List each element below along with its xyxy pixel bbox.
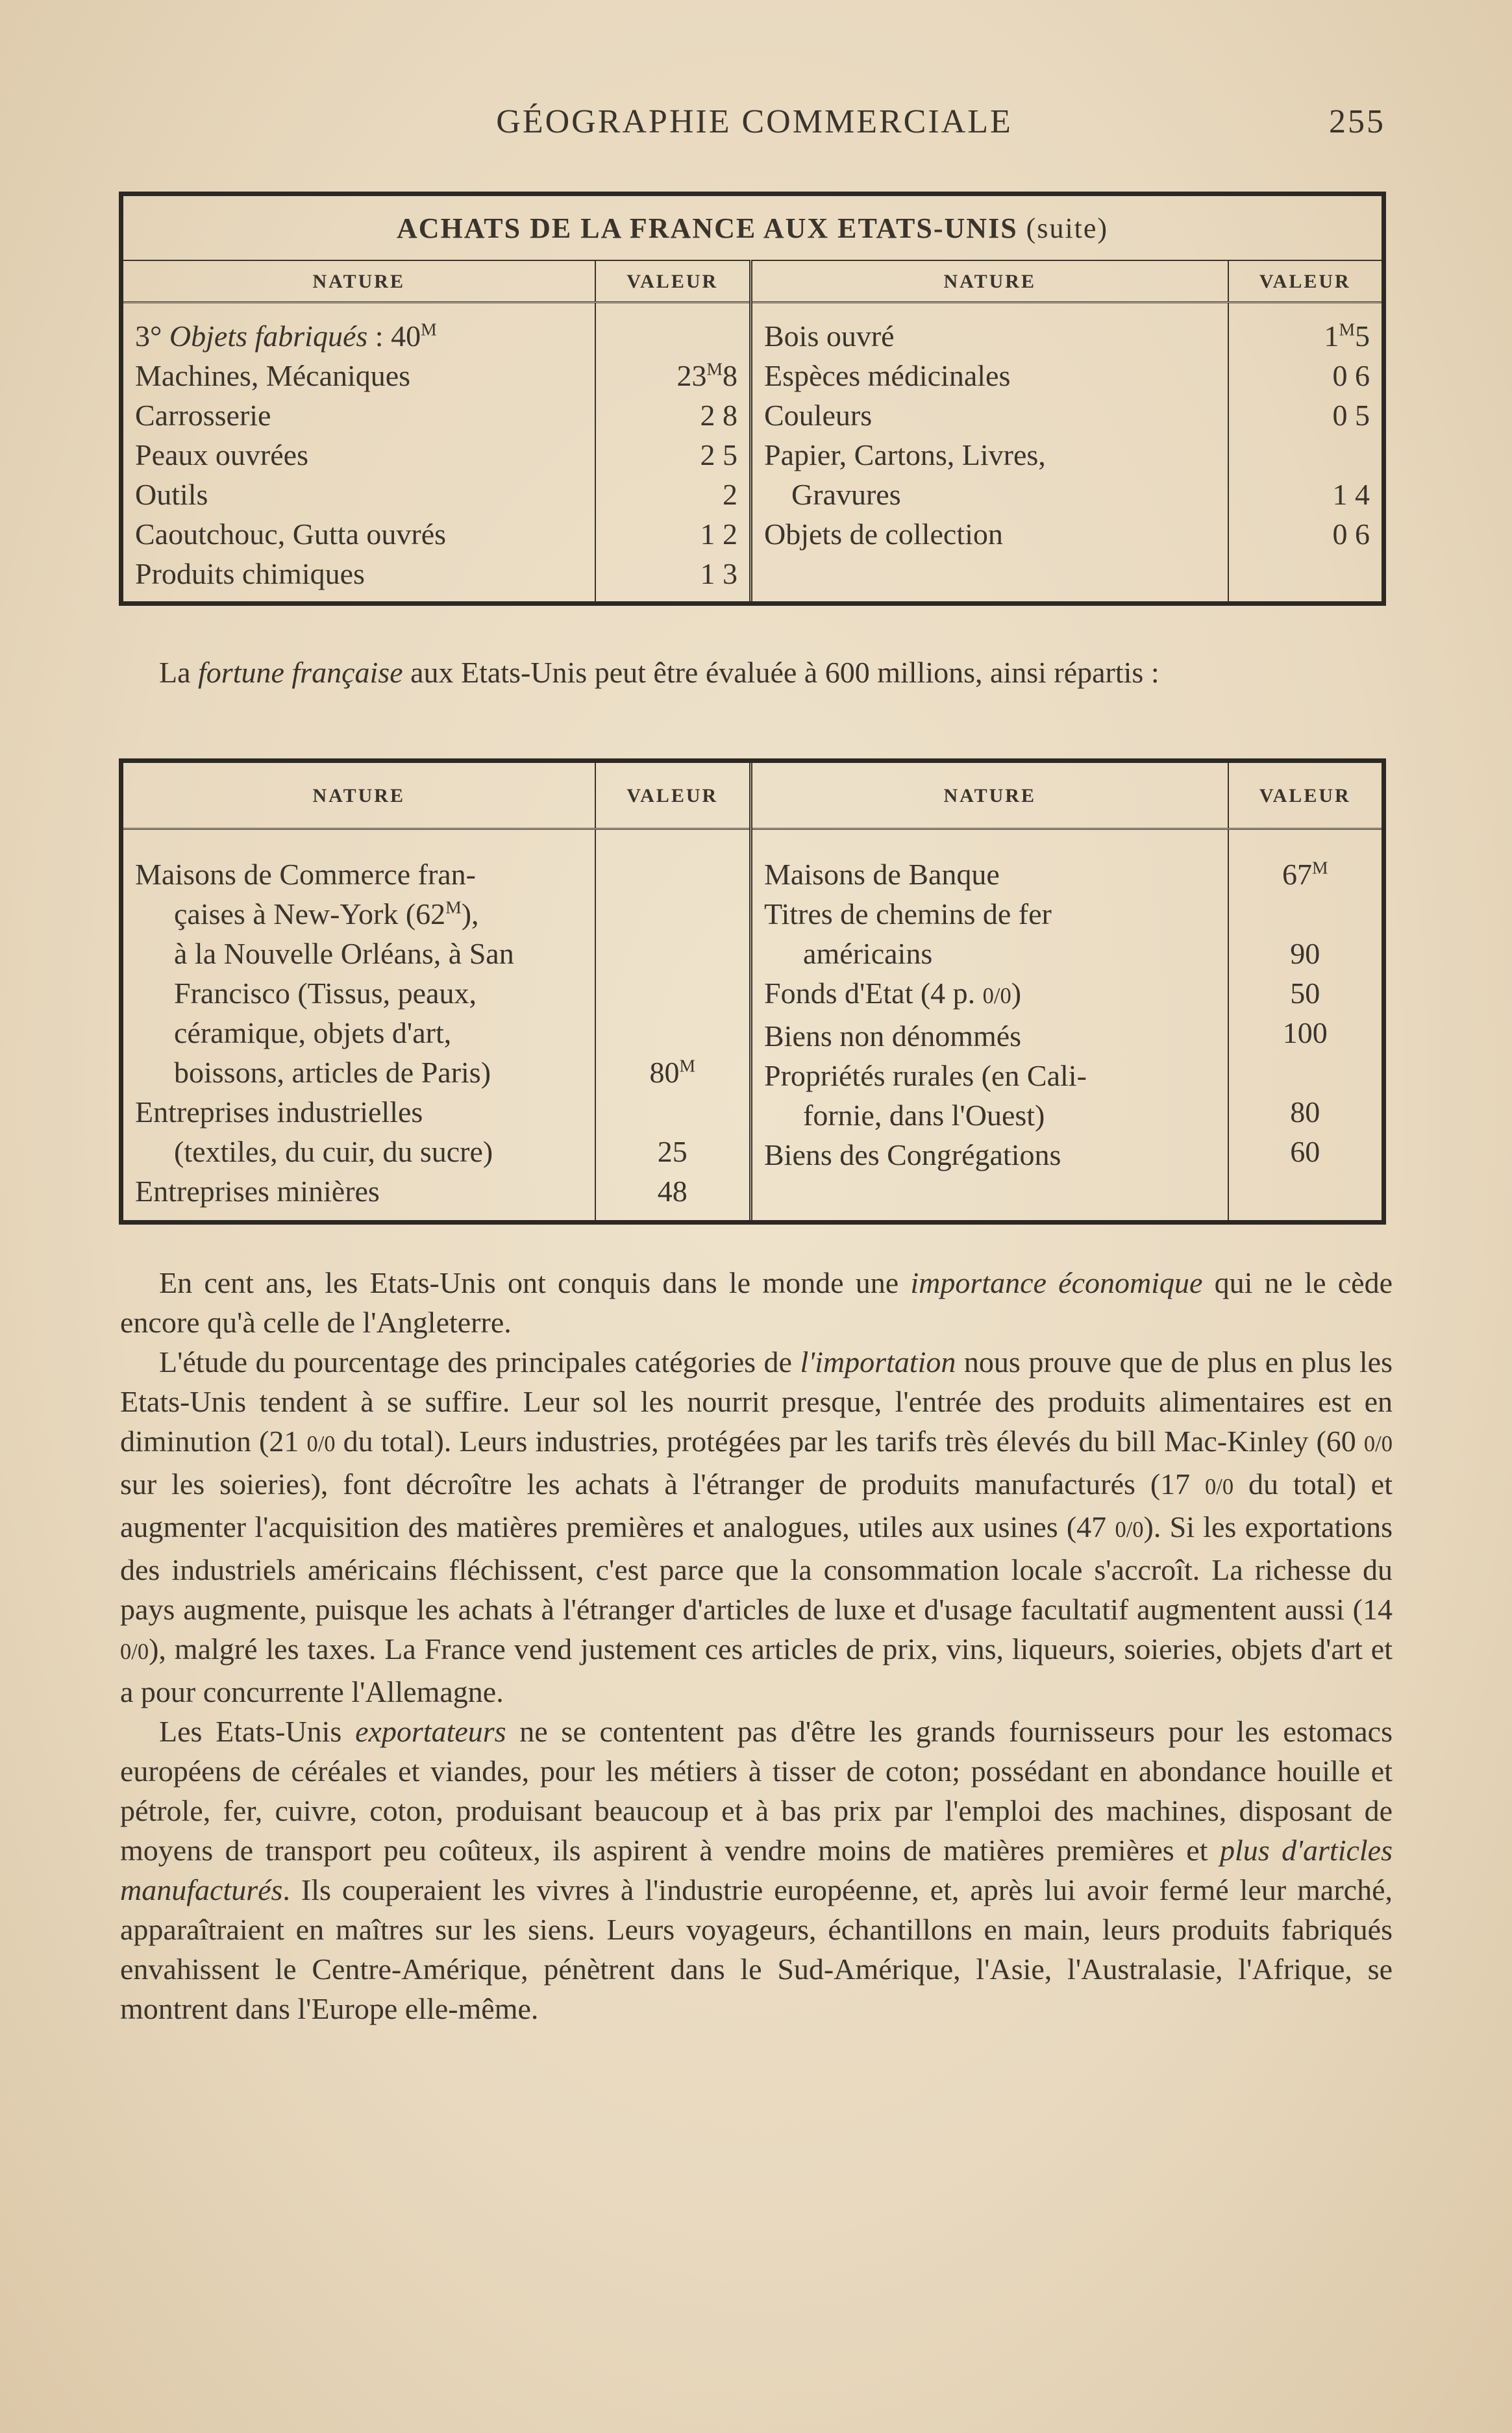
cell-nature: Objets de collection [751,514,1228,554]
cell-nature: Papier, Cartons, Livres, [751,435,1228,475]
cell-nature: Produits chimiques [135,557,365,590]
body-text [120,1263,1393,2028]
cell-valeur: 2 [595,475,751,514]
table-caption-suffix: (suite) [1026,212,1109,244]
table-row [121,554,1384,604]
cell-valeur [1228,435,1384,475]
cell-valeur: 2 5 [595,435,751,475]
page-number: 255 [1329,103,1385,140]
cell-nature: Outils [135,478,208,511]
intro-paragraph: La fortune française aux Etats-Unis peut être évaluée à 600 millions, ainsi répartis : [159,656,1159,689]
cell-valeur: $1^M5$ [1228,303,1384,356]
table-caption-row [121,194,1384,261]
cell-nature: Peaux ouvrées [135,438,308,471]
table-caption [121,194,1384,261]
paragraph-3: Les Etats-Unis exportateurs ne se contentent pas d'être les grands fournisseurs pour les estomacs européens de céréales et viandes, pour les métiers à tisser de coton; possédant en abondance houille et pétrole, fer, cuivre, coton, produisant beaucoup et à bas prix par l'emploi des machines, disposant de moyens de transport peu coûteux, ils aspirent à vendre moins de matières premières et plus d'articles manufacturés. Ils couperaient les vivres à l'industrie européenne, et, après lui avoir fermé leur marché, apparaîtraient en maîtres sur les siens. Leurs voyageurs, échantillons en main, leurs produits fabriqués envahissent le Centre-Amérique, pénètrent dans le Sud-Amérique, l'Asie, l'Australasie, l'Afrique, se montrent dans l'Europe elle-même. [120,1715,1393,2025]
cell-valeur: 0 6 [1228,514,1384,554]
cell-valeur: 0 6 [1228,356,1384,395]
table-row [121,303,1384,356]
section-label: Objets fabriqués [169,319,368,353]
table-row [121,514,1384,554]
paragraph-1: En cent ans, les Etats-Unis ont conquis dans le monde une importance économique qui ne le cède encore qu'à celle de l'Angleterre. [120,1266,1393,1339]
cell-nature: Caoutchouc, Gutta ouvrés [135,518,447,551]
cell-nature-left: Maisons de Commerce fran- çaises à New-York $(62^M)$, à la Nouvelle Orléans, à San Francisco (Tissus, peaux, céramique, objets d'art, boissons, articles de Paris) Entreprises industrielles (textiles, du cuir, du sucre) Entreprises minières [135,858,514,1208]
table-header-row [121,260,1384,303]
col-header-nature: NATURE [121,761,595,829]
section-title [121,303,595,356]
header-title: GÉOGRAPHIE COMMERCIALE [496,103,1013,140]
cell-valeur: 1 2 [595,514,751,554]
cell-valeur-right: $67^M$ 90 50 100 80 60 [1228,829,1384,1223]
cell-valeur: 2 8 [595,395,751,435]
cell-nature: Espèces médicinales [751,356,1228,395]
fortune-table [119,758,1386,1225]
cell-valeur: 1 4 [1228,475,1384,514]
cell-nature-right: Maisons de Banque Titres de chemins de fer américains Fonds d'Etat (4 p. 0/0) Biens non dénommés Propriétés rurales (en Cali- fornie, dans l'Ouest) Biens des Congrégations [751,829,1228,1223]
col-header-valeur-2: VALEUR [1228,761,1384,829]
cell-valeur: $23^M8$ [595,356,751,395]
cell-nature: Couleurs [751,395,1228,435]
cell-valeur-left: $80^M$ 25 48 [595,829,751,1223]
table-row [121,356,1384,395]
cell-nature: Machines, Mécaniques [135,359,411,392]
section-unit: M [421,319,437,340]
table-header-row [121,761,1384,829]
running-header [123,103,1385,148]
paragraph-2: L'étude du pourcentage des principales catégories de l'importation nous prouve que de plus en plus les Etats-Unis tendent à se suffire. Leur sol les nourrit presque, l'entrée des produits alimentaires est en diminution (21 0/0 du total). Leurs industries, protégées par les tarifs très élevés du bill Mac-Kinley (60 0/0 sur les soieries), font décroître les achats à l'étranger de produits manufacturés (17 0/0 du total) et augmenter l'acquisition des matières premières et analogues, utiles aux usines (47 0/0). Si les exportations des industriels américains fléchissent, c'est parce que la consommation locale s'accroît. La richesse du pays augmente, puisque les achats à l'étranger d'articles de luxe et d'usage facultatif augmentent aussi (14 0/0), malgré les taxes. La France vend justement ces articles de prix, vins, liqueurs, soieries, objets d'art et a pour concurrente l'Allemagne. [120,1345,1393,1708]
table-row [121,829,1384,1223]
purchases-table [119,192,1386,606]
cell-valeur: 0 5 [1228,395,1384,435]
table-row [121,475,1384,514]
col-header-valeur-2: VALEUR [1228,260,1384,303]
col-header-nature-2: NATURE [751,260,1228,303]
cell-nature: Bois ouvré [751,303,1228,356]
table-caption-text: ACHATS DE LA FRANCE AUX ETATS-UNIS [396,212,1018,244]
table-row [121,395,1384,435]
col-header-nature-2: NATURE [751,761,1228,829]
section-value: : 40 [367,319,421,353]
col-header-valeur: VALEUR [595,761,751,829]
cell-nature: Carrosserie [135,399,271,432]
cell-nature: Gravures [751,475,1228,514]
section-number: 3° [135,319,169,353]
cell-valeur: 1 3 [595,554,751,604]
col-header-nature: NATURE [121,260,595,303]
table-row [121,435,1384,475]
col-header-valeur: VALEUR [595,260,751,303]
